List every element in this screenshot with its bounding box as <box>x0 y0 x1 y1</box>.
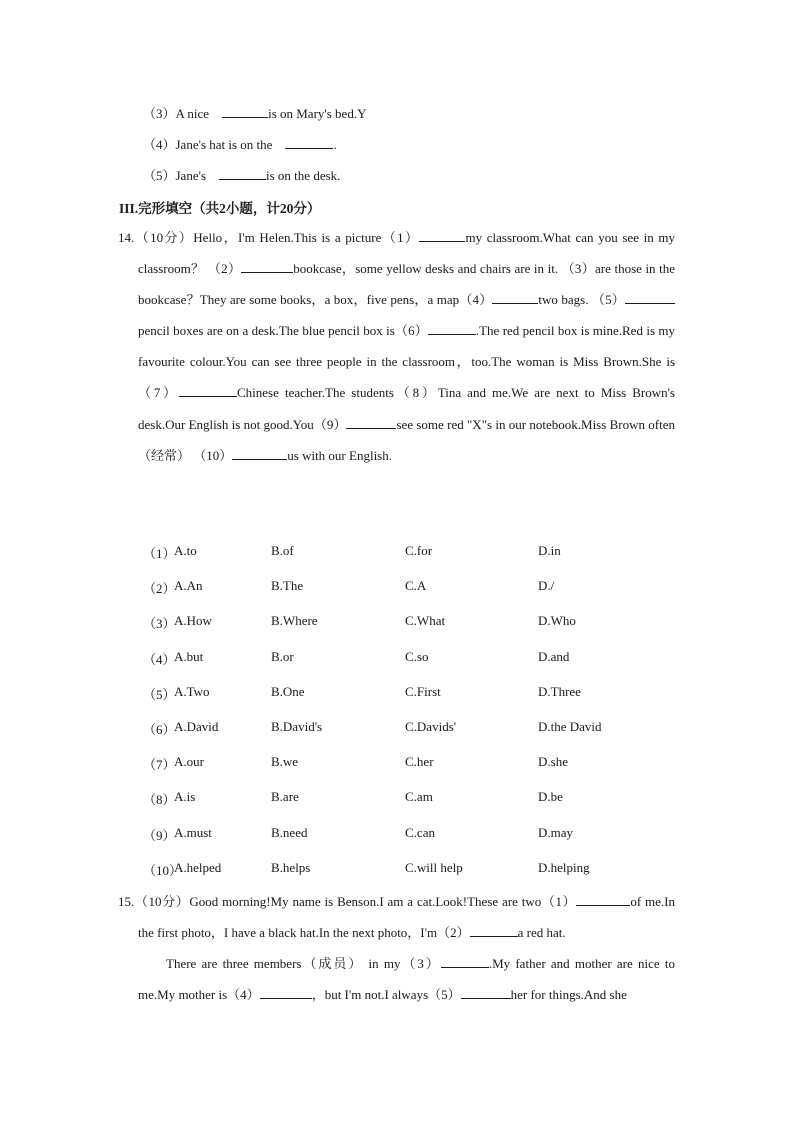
option-c[interactable]: C.am <box>405 789 433 805</box>
option-a[interactable]: A.An <box>174 578 203 594</box>
answer-blank-4[interactable] <box>492 291 538 304</box>
passage-text: .My father and mother are nice to me.My mother is（4） <box>138 956 675 1003</box>
answer-blank[interactable] <box>219 167 266 180</box>
option-row <box>143 613 703 632</box>
passage-text: Tina and me.We are next to Miss Brown's desk.Our English is not good.You（9） <box>138 385 675 432</box>
option-b[interactable]: B.of <box>271 543 294 558</box>
option-d[interactable]: D.she <box>538 754 568 770</box>
option-b[interactable]: B.we <box>271 754 299 770</box>
option-b[interactable]: B.David's <box>271 719 323 734</box>
answer-blank-1[interactable] <box>576 893 630 906</box>
option-c[interactable]: C.First <box>405 683 441 699</box>
fill-item-5 <box>143 167 340 184</box>
question-14-passage <box>118 222 675 471</box>
answer-blank-5[interactable] <box>461 986 511 999</box>
passage-text: bookcase，some yellow desks and chairs are in it. （3） <box>293 261 596 277</box>
option-number: （5） <box>143 686 176 702</box>
passage-text: of me.In the first photo，I have a black hat.In the next photo，I'm（2） <box>138 894 675 941</box>
option-row <box>143 543 703 559</box>
option-b[interactable]: B.Where <box>271 613 318 629</box>
option-c[interactable]: C.her <box>405 754 434 770</box>
option-number: （6） <box>143 722 176 737</box>
option-c[interactable]: C.A <box>405 578 427 594</box>
passage-text: a red hat. <box>517 925 566 941</box>
option-b[interactable]: B.The <box>271 578 304 594</box>
option-c[interactable]: C.What <box>405 613 446 629</box>
option-a[interactable]: A.must <box>174 824 212 840</box>
option-a[interactable]: A.How <box>174 613 212 629</box>
answer-blank[interactable] <box>285 136 333 149</box>
passage-text: pencil boxes are on a desk.The blue pencil box is（6） <box>138 323 428 339</box>
option-c[interactable]: C.so <box>405 648 429 664</box>
option-d[interactable]: D.in <box>538 543 561 558</box>
fill-item-4 <box>143 136 337 153</box>
option-row <box>143 860 703 876</box>
option-number: （10） <box>143 862 183 878</box>
option-row <box>143 684 703 700</box>
question-number: 15.（10分） <box>118 894 190 909</box>
answer-blank-6[interactable] <box>428 322 476 335</box>
option-number: （7） <box>143 757 176 773</box>
option-c[interactable]: C.for <box>405 543 433 558</box>
answer-blank-9[interactable] <box>346 416 396 429</box>
option-a[interactable]: A.to <box>174 543 197 558</box>
option-row <box>143 719 703 735</box>
option-d[interactable]: D.the David <box>538 719 602 734</box>
option-b[interactable]: B.are <box>271 789 299 805</box>
answer-blank-1[interactable] <box>419 229 465 242</box>
option-row <box>143 578 703 597</box>
option-b[interactable]: B.helps <box>271 859 311 875</box>
passage-text: her for things.And she <box>510 987 627 1003</box>
passage-text: Hello，I'm Helen.This is a picture（1） <box>193 230 420 245</box>
passage-text: two bags. （5） <box>538 292 625 308</box>
passage-text: Good morning!My name is Benson.I am a cat.Look!These are two（1） <box>189 894 577 909</box>
passage-text: ，but I'm not.I always（5） <box>311 987 461 1003</box>
option-a[interactable]: A.but <box>174 648 204 664</box>
question-15-passage <box>118 886 675 1010</box>
section-heading: III.完形填空（共2小题，计20分） <box>119 201 321 216</box>
option-a[interactable]: A.Two <box>174 683 210 699</box>
option-row <box>143 754 703 773</box>
passage-text: are those in the bookcase？They are some books，a box，five pens，a map（4） <box>138 261 675 308</box>
fill-item-5-suffix: is on the desk. <box>266 168 341 183</box>
option-number: （4） <box>143 651 176 667</box>
option-c[interactable]: C.Davids' <box>405 719 457 734</box>
fill-item-3-prefix: （3）A nice <box>143 106 223 121</box>
option-a[interactable]: A.is <box>174 789 196 805</box>
option-d[interactable]: D./ <box>538 578 555 594</box>
answer-blank-5[interactable] <box>625 291 675 304</box>
option-a[interactable]: A.David <box>174 719 219 734</box>
option-a[interactable]: A.helped <box>174 859 222 875</box>
passage-text: Chinese teacher.The students（8） <box>237 385 438 401</box>
option-b[interactable]: B.One <box>271 683 305 699</box>
answer-blank-10[interactable] <box>232 447 287 460</box>
option-b[interactable]: B.need <box>271 824 308 840</box>
option-number: （1） <box>143 546 176 561</box>
option-d[interactable]: D.be <box>538 789 563 805</box>
answer-blank-2[interactable] <box>241 260 293 273</box>
answer-blank-2[interactable] <box>470 924 518 937</box>
option-d[interactable]: D.Three <box>538 683 581 699</box>
option-row <box>143 789 703 808</box>
option-number: （9） <box>143 827 176 843</box>
option-row <box>143 825 703 841</box>
question-number: 14.（10分） <box>118 230 194 245</box>
fill-item-3 <box>143 105 366 122</box>
fill-item-4-prefix: （4）Jane's hat is on the <box>143 137 286 152</box>
option-a[interactable]: A.our <box>174 754 204 770</box>
option-number: （2） <box>143 581 176 597</box>
option-d[interactable]: D.may <box>538 824 574 840</box>
option-c[interactable]: C.can <box>405 824 435 840</box>
passage-text: see some red "X"s in our notebook.Miss Brown often （经常） （10） <box>138 416 675 463</box>
option-number: （3） <box>143 616 176 632</box>
fill-item-4-suffix: . <box>333 137 337 152</box>
option-d[interactable]: D.helping <box>538 859 590 875</box>
option-number: （8） <box>143 792 176 808</box>
passage-text: .The red pencil box is mine.Red is my favourite colour.You can see three people in the classroom，too.The woman is Miss Brown.She is（7） <box>138 323 675 401</box>
option-row <box>143 649 703 665</box>
answer-blank-4[interactable] <box>260 986 312 999</box>
fill-item-3-suffix: is on Mary's bed.Y <box>268 106 367 121</box>
passage-text: my classroom.What can you see in my classroom？ （2） <box>138 230 675 277</box>
fill-item-5-prefix: （5）Jane's <box>143 168 220 183</box>
answer-blank[interactable] <box>222 105 268 118</box>
answer-blank-3[interactable] <box>441 955 489 968</box>
option-d[interactable]: D.Who <box>538 613 576 629</box>
option-c[interactable]: C.will help <box>405 859 463 875</box>
passage-text: us with our English. <box>287 447 392 463</box>
option-d[interactable]: D.and <box>538 648 570 664</box>
answer-blank-7[interactable] <box>179 384 237 397</box>
passage-text: There are three members（成员） in my（3） <box>166 956 441 972</box>
option-b[interactable]: B.or <box>271 648 294 664</box>
